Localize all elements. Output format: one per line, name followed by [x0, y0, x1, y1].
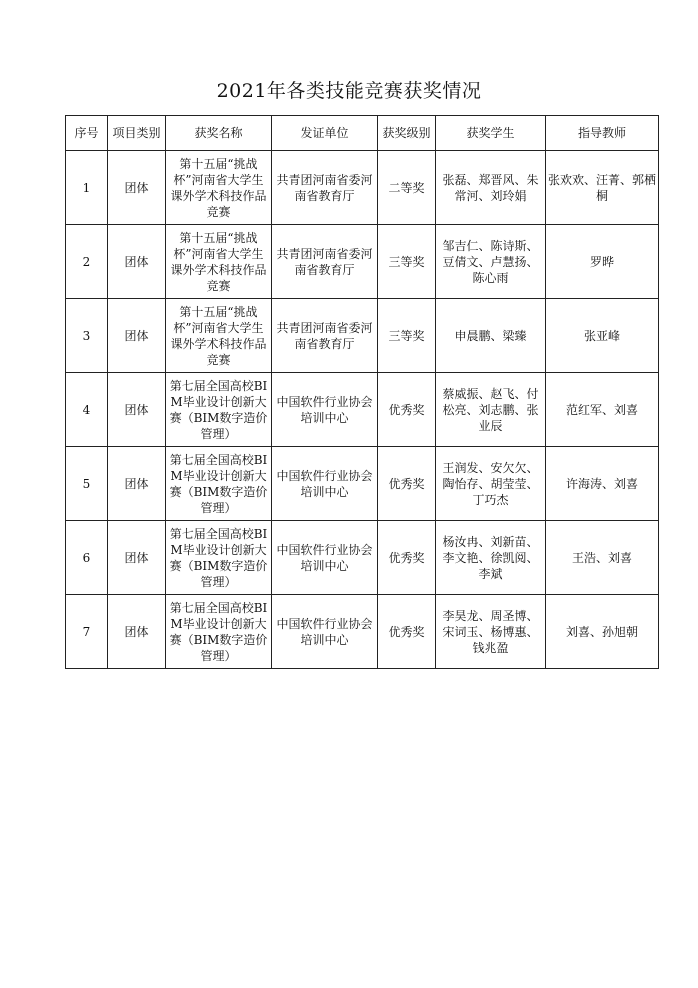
cell-award-name: 第七届全国高校BIM毕业设计创新大赛（BIM数字造价管理）: [166, 447, 272, 521]
table-row: [66, 151, 659, 225]
header-cell-advisors: 指导教师: [546, 116, 659, 151]
table-row: [66, 373, 659, 447]
cell-award-name: 第十五届“挑战杯”河南省大学生课外学术科技作品竞赛: [166, 225, 272, 299]
cell-advisors: 张亚峰: [546, 299, 659, 373]
cell-category: 团体: [108, 299, 166, 373]
table-row: [66, 299, 659, 373]
cell-students: 申晨鹏、梁臻: [436, 299, 546, 373]
cell-category: 团体: [108, 521, 166, 595]
cell-students: 王润发、安欠欠、陶怡存、胡莹莹、丁巧杰: [436, 447, 546, 521]
header-cell-students: 获奖学生: [436, 116, 546, 151]
header-cell-category: 项目类别: [108, 116, 166, 151]
cell-award-name: 第十五届“挑战杯”河南省大学生课外学术科技作品竞赛: [166, 151, 272, 225]
cell-award-name: 第七届全国高校BIM毕业设计创新大赛（BIM数字造价管理）: [166, 595, 272, 669]
cell-category: 团体: [108, 595, 166, 669]
cell-students: 张磊、郑晋风、朱常河、刘玲娟: [436, 151, 546, 225]
table-row: [66, 521, 659, 595]
cell-advisors: 范红军、刘喜: [546, 373, 659, 447]
cell-issuer: 共青团河南省委河南省教育厅: [272, 225, 378, 299]
cell-index: 2: [66, 225, 108, 299]
cell-award-level: 二等奖: [378, 151, 436, 225]
cell-students: 蔡威振、赵飞、付松亮、刘志鹏、张业辰: [436, 373, 546, 447]
cell-issuer: 中国软件行业协会培训中心: [272, 447, 378, 521]
cell-index: 6: [66, 521, 108, 595]
table-row: [66, 447, 659, 521]
cell-students: 邹吉仁、陈诗斯、豆倩文、卢慧扬、陈心雨: [436, 225, 546, 299]
cell-award-level: 优秀奖: [378, 521, 436, 595]
cell-issuer: 中国软件行业协会培训中心: [272, 521, 378, 595]
awards-table: [65, 115, 659, 669]
cell-category: 团体: [108, 447, 166, 521]
table-header-row: [66, 116, 659, 151]
cell-award-name: 第七届全国高校BIM毕业设计创新大赛（BIM数字造价管理）: [166, 373, 272, 447]
cell-advisors: 罗晔: [546, 225, 659, 299]
cell-advisors: 王浩、刘喜: [546, 521, 659, 595]
cell-issuer: 共青团河南省委河南省教育厅: [272, 151, 378, 225]
cell-index: 7: [66, 595, 108, 669]
cell-index: 1: [66, 151, 108, 225]
header-cell-index: 序号: [66, 116, 108, 151]
page-title: 2021年各类技能竞赛获奖情况: [216, 80, 482, 102]
cell-award-level: 优秀奖: [378, 447, 436, 521]
table-row: [66, 225, 659, 299]
cell-advisors: 刘喜、孙旭朝: [546, 595, 659, 669]
table-row: [66, 595, 659, 669]
cell-award-level: 三等奖: [378, 299, 436, 373]
cell-issuer: 中国软件行业协会培训中心: [272, 595, 378, 669]
cell-students: 李昊龙、周圣博、宋词玉、杨博惠、钱兆盈: [436, 595, 546, 669]
cell-category: 团体: [108, 373, 166, 447]
cell-issuer: 中国软件行业协会培训中心: [272, 373, 378, 447]
cell-index: 4: [66, 373, 108, 447]
cell-index: 5: [66, 447, 108, 521]
header-cell-issuer: 发证单位: [272, 116, 378, 151]
header-cell-award-name: 获奖名称: [166, 116, 272, 151]
cell-advisors: 张欢欢、汪菁、郭栖桐: [546, 151, 659, 225]
cell-award-level: 优秀奖: [378, 373, 436, 447]
cell-award-level: 优秀奖: [378, 595, 436, 669]
cell-advisors: 许海涛、刘喜: [546, 447, 659, 521]
header-cell-award-level: 获奖级别: [378, 116, 436, 151]
cell-category: 团体: [108, 225, 166, 299]
cell-students: 杨汝冉、刘新苗、李文艳、徐凯阅、李斌: [436, 521, 546, 595]
cell-index: 3: [66, 299, 108, 373]
cell-award-name: 第七届全国高校BIM毕业设计创新大赛（BIM数字造价管理）: [166, 521, 272, 595]
cell-award-name: 第十五届“挑战杯”河南省大学生课外学术科技作品竞赛: [166, 299, 272, 373]
cell-category: 团体: [108, 151, 166, 225]
cell-issuer: 共青团河南省委河南省教育厅: [272, 299, 378, 373]
cell-award-level: 三等奖: [378, 225, 436, 299]
